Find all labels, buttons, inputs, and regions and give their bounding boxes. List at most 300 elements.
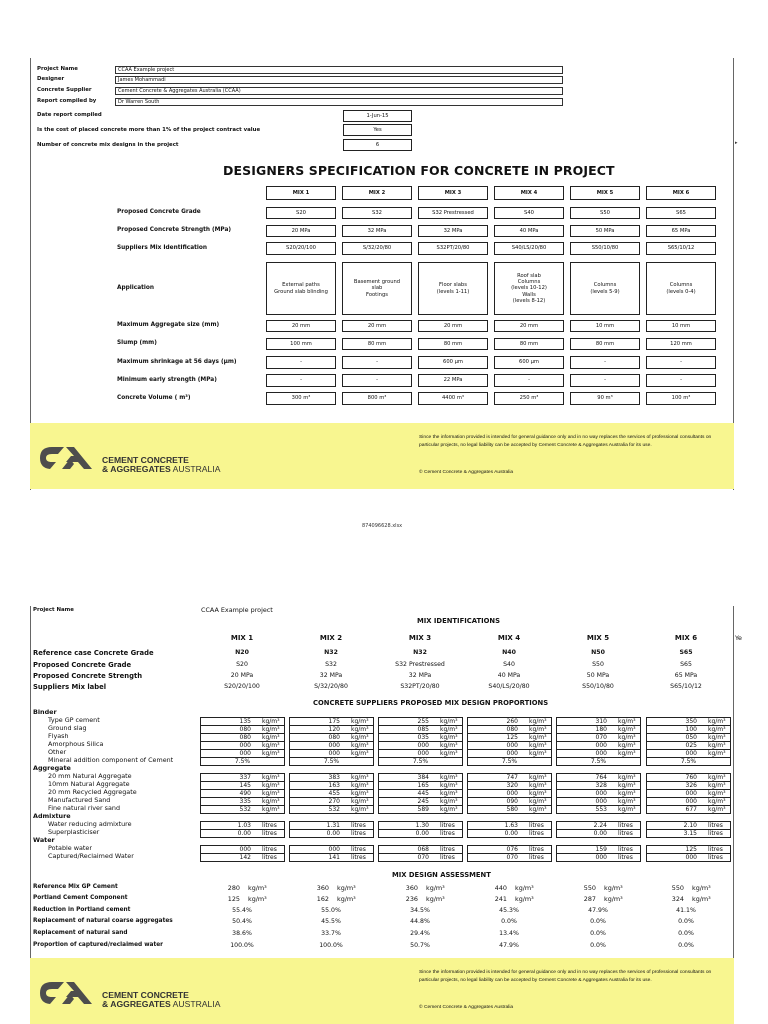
proportion-value: 455 — [328, 790, 340, 797]
proportion-value: 337 — [239, 774, 251, 781]
spec-cell[interactable]: 90 m³ — [570, 392, 640, 405]
proportion-cell[interactable] — [646, 853, 731, 862]
proportion-value: 080 — [239, 726, 251, 733]
proportion-unit: litres — [708, 854, 723, 861]
spec-cell[interactable]: - — [646, 374, 716, 387]
proportion-unit: kg/m³ — [618, 806, 636, 813]
spec-cell[interactable]: S20/20/100 — [266, 242, 336, 255]
cost-answer-field[interactable]: Yes — [343, 124, 412, 136]
spec-cell[interactable]: 20 mm — [266, 320, 336, 332]
copyright: © Cement Concrete & Aggregates Australia — [419, 1005, 514, 1010]
assessment-row-label: Replacement of natural sand — [33, 930, 128, 936]
proportion-cell[interactable] — [467, 805, 552, 814]
assessment-unit: kg/m³ — [692, 895, 711, 903]
proportion-unit: litres — [440, 846, 455, 853]
spec-cell[interactable]: 40 MPa — [494, 225, 564, 237]
assessment-unit: kg/m³ — [515, 895, 534, 903]
proportion-value: 0.00 — [415, 830, 429, 837]
spec-cell[interactable]: S20 — [266, 207, 336, 219]
proportion-unit: litres — [262, 830, 277, 837]
assessment-value: 236 — [405, 895, 418, 903]
mix-id-cell: S65 — [679, 649, 693, 656]
spec-cell[interactable]: 120 mm — [646, 338, 716, 350]
proportion-cell[interactable] — [467, 829, 552, 838]
proportion-value: 589 — [417, 806, 429, 813]
spec-cell[interactable]: S40/LS/20/80 — [494, 242, 564, 255]
spec-cell[interactable]: 80 mm — [494, 338, 564, 350]
proportion-unit: kg/m³ — [351, 742, 369, 749]
proportion-unit: kg/m³ — [529, 750, 547, 757]
assessment-value: 550 — [671, 884, 684, 892]
component-label: Ground slag — [48, 724, 87, 732]
proportion-value: 165 — [417, 782, 429, 789]
assessment-value: 0.0% — [678, 942, 694, 949]
spec-cell[interactable]: S32 — [342, 207, 412, 219]
mix-id-row-label: Reference case Concrete Grade — [33, 649, 154, 657]
mix-header: MIX 1 — [266, 186, 336, 200]
mix-header: MIX 3 — [418, 186, 488, 200]
mix-id-cell: 32 MPa — [408, 672, 432, 679]
mix-count-field[interactable]: 6 — [343, 139, 412, 151]
proportion-unit: kg/m³ — [529, 798, 547, 805]
proportion-cell[interactable] — [646, 829, 731, 838]
group-label: Water — [33, 836, 55, 844]
proportion-cell[interactable] — [200, 853, 285, 862]
proportion-unit: kg/m³ — [262, 806, 280, 813]
assessment-value: 47.9% — [588, 907, 608, 914]
proportion-unit: litres — [262, 854, 277, 861]
ccaa-logo-icon — [40, 445, 92, 471]
proportion-value: 000 — [685, 790, 697, 797]
mix-id-cell: N40 — [502, 649, 516, 656]
proportion-unit: kg/m³ — [440, 798, 458, 805]
proportion-unit: kg/m³ — [708, 798, 726, 805]
project-value: CCAA Example project — [201, 606, 273, 614]
spec-cell[interactable]: 4400 m³ — [418, 392, 488, 405]
proportion-value: 3.15 — [683, 830, 697, 837]
cost-question-label: Is the cost of placed concrete more than 1% of the project contract value — [37, 127, 261, 133]
proportion-value: 532 — [239, 806, 251, 813]
spec-cell[interactable]: 80 mm — [570, 338, 640, 350]
spec-cell[interactable]: S50 — [570, 207, 640, 219]
assessment-unit: kg/m³ — [426, 884, 445, 892]
spec-row-label: Maximum Aggregate size (mm) — [117, 322, 220, 328]
mix-header: MIX 2 — [319, 634, 343, 642]
proportion-value: 100 — [685, 726, 697, 733]
assessment-unit: kg/m³ — [604, 895, 623, 903]
mix-identifications-title: MIX IDENTIFICATIONS — [417, 617, 500, 625]
component-label: 20 mm Recycled Aggregate — [48, 788, 137, 796]
component-label: Manufactured Sand — [48, 796, 111, 804]
proportion-value: 760 — [685, 774, 697, 781]
proportion-value: 000 — [239, 742, 251, 749]
proportion-value: 350 — [685, 718, 697, 725]
assessment-value: 50.4% — [232, 918, 252, 925]
proportion-unit: kg/m³ — [351, 790, 369, 797]
proportion-cell[interactable] — [289, 853, 374, 862]
spec-cell[interactable]: - — [266, 374, 336, 387]
proportion-cell[interactable] — [289, 805, 374, 814]
spec-cell[interactable]: 50 MPa — [570, 225, 640, 237]
assessment-row-label: Proportion of captured/reclaimed water — [33, 942, 164, 948]
assessment-row-label: Reduction in Portland cement — [33, 907, 131, 913]
proportion-cell[interactable] — [556, 829, 641, 838]
date-field[interactable]: 1-Jun-15 — [343, 110, 412, 122]
header-label: Concrete Supplier — [37, 87, 92, 93]
spec-cell[interactable]: S32 Prestressed — [418, 207, 488, 219]
proportion-cell[interactable] — [646, 805, 731, 814]
proportion-value: 080 — [506, 726, 518, 733]
mix-id-cell: S50 — [592, 661, 604, 668]
assessment-value: 55.0% — [321, 907, 341, 914]
proportion-unit: kg/m³ — [440, 734, 458, 741]
proportion-value: 070 — [417, 854, 429, 861]
proportion-unit: kg/m³ — [440, 750, 458, 757]
logo-line-2b: AUSTRALIA — [170, 464, 221, 474]
proportion-value: 120 — [328, 726, 340, 733]
spec-cell[interactable]: - — [570, 374, 640, 387]
spec-cell[interactable]: 20 MPa — [266, 225, 336, 237]
proportion-value: 1.63 — [504, 822, 518, 829]
proportion-unit: kg/m³ — [529, 806, 547, 813]
proportion-value: 0.00 — [326, 830, 340, 837]
mix-id-cell: 50 MPa — [586, 672, 610, 679]
proportion-value: 328 — [595, 782, 607, 789]
spec-cell[interactable]: Floor slabs (levels 1-11) — [418, 262, 488, 315]
spec-cell[interactable]: - — [342, 374, 412, 387]
proportion-unit: kg/m³ — [351, 774, 369, 781]
proportion-unit: kg/m³ — [262, 726, 280, 733]
assessment-value: 100.0% — [319, 942, 343, 949]
proportion-unit: kg/m³ — [529, 718, 547, 725]
proportion-unit: litres — [618, 846, 633, 853]
spec-cell[interactable]: - — [342, 356, 412, 369]
spec-cell[interactable]: 20 mm — [494, 320, 564, 332]
proportion-cell[interactable] — [467, 757, 552, 766]
proportion-unit: kg/m³ — [618, 774, 636, 781]
assessment-unit: kg/m³ — [426, 895, 445, 903]
mix-id-cell: S20 — [236, 661, 248, 668]
date-label: Date report compiled — [37, 112, 102, 118]
proportion-unit: kg/m³ — [708, 734, 726, 741]
assessment-unit: kg/m³ — [337, 895, 356, 903]
assessment-value: 287 — [583, 895, 596, 903]
proportion-cell[interactable] — [378, 853, 463, 862]
proportion-cell[interactable] — [289, 757, 374, 766]
proportion-value: 7.5% — [234, 758, 251, 765]
assessment-value: 0.0% — [678, 930, 694, 937]
proportion-value: 384 — [417, 774, 429, 781]
mix-id-row-label: Suppliers Mix label — [33, 683, 107, 691]
proportion-unit: kg/m³ — [351, 726, 369, 733]
mix-id-cell: S50/10/80 — [582, 683, 614, 690]
component-label: Water reducing admixture — [48, 820, 132, 828]
proportion-cell[interactable] — [200, 757, 285, 766]
mix-id-cell: N32 — [413, 649, 427, 656]
spec-row-label: Minimum early strength (MPa) — [117, 376, 217, 383]
spec-cell[interactable]: 80 mm — [342, 338, 412, 350]
spec-cell[interactable]: 65 MPa — [646, 225, 716, 237]
assessment-value: 360 — [316, 884, 329, 892]
proportion-unit: kg/m³ — [708, 782, 726, 789]
component-label: Mineral addition component of Cement — [48, 756, 174, 764]
spec-row-label: Slump (mm) — [117, 340, 157, 346]
proportion-unit: litres — [351, 854, 366, 861]
disclaimer: Since the information provided is intended for general guidance only and in no way replaces the services of professional consultants on particular projects, no legal liability can be accepted by Cement Concrete & Aggregates Australia for its use. — [419, 970, 712, 983]
proportion-cell[interactable] — [289, 829, 374, 838]
spec-cell[interactable]: - — [494, 374, 564, 387]
proportion-unit: kg/m³ — [618, 742, 636, 749]
proportion-value: 764 — [595, 774, 607, 781]
proportion-unit: kg/m³ — [708, 726, 726, 733]
proportion-unit: kg/m³ — [618, 734, 636, 741]
spec-cell[interactable]: S50/10/80 — [570, 242, 640, 255]
proportion-value: 326 — [685, 782, 697, 789]
assessment-value: 0.0% — [590, 918, 606, 925]
proportion-unit: kg/m³ — [262, 798, 280, 805]
proportion-value: 245 — [417, 798, 429, 805]
spec-cell[interactable]: - — [646, 356, 716, 369]
spec-row-label: Proposed Concrete Grade — [117, 209, 201, 215]
proportion-value: 076 — [506, 846, 518, 853]
proportion-unit: kg/m³ — [262, 782, 280, 789]
proportion-unit: kg/m³ — [440, 782, 458, 789]
assessment-value: 360 — [405, 884, 418, 892]
proportion-cell[interactable] — [556, 853, 641, 862]
proportion-cell[interactable] — [200, 805, 285, 814]
proportion-value: 445 — [417, 790, 429, 797]
proportion-value: 000 — [506, 790, 518, 797]
proportion-value: 000 — [595, 790, 607, 797]
spec-cell[interactable]: S32PT/20/80 — [418, 242, 488, 255]
proportion-value: 677 — [685, 806, 697, 813]
assessment-value: 29.4% — [410, 930, 430, 937]
logo-line-1: CEMENT CONCRETE — [102, 990, 189, 1000]
header-value-field[interactable]: Cement Concrete & Aggregates Australia (CCAA) — [115, 87, 563, 95]
proportion-value: 0.00 — [593, 830, 607, 837]
spec-cell[interactable]: Basement ground slab Footings — [342, 262, 412, 315]
assessment-value: 550 — [583, 884, 596, 892]
assessment-value: 33.7% — [321, 930, 341, 937]
proportion-value: 7.5% — [323, 758, 340, 765]
proportion-cell[interactable] — [378, 805, 463, 814]
spec-cell[interactable]: 300 m³ — [266, 392, 336, 405]
ccaa-logo-icon — [40, 980, 92, 1006]
spec-cell[interactable]: - — [266, 356, 336, 369]
spec-cell[interactable]: 32 MPa — [418, 225, 488, 237]
proportion-value: 135 — [239, 718, 251, 725]
spec-cell[interactable]: 32 MPa — [342, 225, 412, 237]
header-label: Project Name — [37, 66, 78, 72]
spec-cell[interactable]: 600 μm — [494, 356, 564, 369]
spec-cell[interactable]: 100 m³ — [646, 392, 716, 405]
edge-text: Ye — [735, 634, 742, 642]
proportion-unit: litres — [351, 846, 366, 853]
proportion-unit: kg/m³ — [618, 798, 636, 805]
assessment-unit: kg/m³ — [337, 884, 356, 892]
proportion-cell[interactable] — [378, 757, 463, 766]
proportion-value: 085 — [417, 726, 429, 733]
spec-cell[interactable]: Columns (levels 5-9) — [570, 262, 640, 315]
spec-cell[interactable]: Roof slab Columns (levels 10-12) Walls (levels 8-12) — [494, 262, 564, 315]
proportion-unit: litres — [529, 822, 544, 829]
proportion-value: 159 — [595, 846, 607, 853]
proportion-unit: kg/m³ — [529, 734, 547, 741]
assessment-value: 44.8% — [410, 918, 430, 925]
assessment-title: MIX DESIGN ASSESSMENT — [392, 871, 491, 879]
spec-cell[interactable]: 100 mm — [266, 338, 336, 350]
spec-cell[interactable]: 20 mm — [418, 320, 488, 332]
component-label: Superplasticiser — [48, 828, 100, 836]
proportion-value: 553 — [595, 806, 607, 813]
spec-cell[interactable]: 250 m³ — [494, 392, 564, 405]
proportion-unit: litres — [618, 822, 633, 829]
proportion-unit: kg/m³ — [440, 742, 458, 749]
assessment-row-label: Reference Mix GP Cement — [33, 884, 118, 890]
header-value-field[interactable]: CCAA Example project — [115, 66, 563, 74]
proportion-unit: kg/m³ — [440, 726, 458, 733]
spec-row-label: Proposed Concrete Strength (MPa) — [117, 227, 232, 233]
assessment-value: 45.5% — [321, 918, 341, 925]
assessment-value: 41.1% — [676, 907, 696, 914]
proportion-unit: kg/m³ — [618, 782, 636, 789]
assessment-value: 0.0% — [678, 918, 694, 925]
proportion-value: 7.5% — [680, 758, 697, 765]
proportion-value: 000 — [328, 742, 340, 749]
proportion-value: 2.10 — [683, 822, 697, 829]
proportion-cell[interactable] — [200, 829, 285, 838]
spec-cell[interactable]: 80 mm — [418, 338, 488, 350]
proportion-value: 270 — [328, 798, 340, 805]
spec-cell[interactable]: S40 — [494, 207, 564, 219]
proportion-unit: kg/m³ — [708, 790, 726, 797]
proportion-unit: kg/m³ — [440, 718, 458, 725]
proportion-value: 070 — [595, 734, 607, 741]
spec-cell[interactable]: 10 mm — [570, 320, 640, 332]
proportion-unit: kg/m³ — [351, 750, 369, 757]
spec-row-label: Maximum shrinkage at 56 days (μm) — [117, 358, 237, 365]
proportion-value: 000 — [239, 750, 251, 757]
component-label: Other — [48, 748, 67, 756]
spec-cell[interactable]: S/32/20/80 — [342, 242, 412, 255]
spec-cell[interactable]: 10 mm — [646, 320, 716, 332]
proportion-unit: kg/m³ — [529, 774, 547, 781]
copyright: © Cement Concrete & Aggregates Australia — [419, 470, 514, 475]
assessment-value: 0.0% — [590, 930, 606, 937]
proportion-unit: litres — [618, 854, 633, 861]
proportion-cell[interactable] — [556, 757, 641, 766]
header-label: Report compiled by — [37, 98, 97, 104]
assessment-value: 100.0% — [230, 942, 254, 949]
proportion-value: 090 — [506, 798, 518, 805]
spec-cell[interactable]: S65/10/12 — [646, 242, 716, 255]
assessment-unit: kg/m³ — [515, 884, 534, 892]
assessment-value: 280 — [227, 884, 240, 892]
proportion-cell[interactable] — [378, 829, 463, 838]
proportion-value: 000 — [239, 846, 251, 853]
mix-id-cell: S40/LS/20/80 — [488, 683, 530, 690]
proportion-value: 255 — [417, 718, 429, 725]
proportion-cell[interactable] — [646, 757, 731, 766]
logo-line-2a: & AGGREGATES — [102, 999, 171, 1009]
spec-row-label: Application — [117, 284, 154, 291]
proportion-unit: kg/m³ — [529, 742, 547, 749]
proportion-value: 7.5% — [412, 758, 429, 765]
proportion-unit: kg/m³ — [262, 734, 280, 741]
assessment-value: 13.4% — [499, 930, 519, 937]
disclaimer: Since the information provided is intended for general guidance only and in no way replaces the services of professional consultants on particular projects, no legal liability can be accepted by Cement Concrete & Aggregates Australia for its use. — [419, 435, 712, 448]
spec-row-label: Suppliers Mix Identification — [117, 244, 207, 251]
proportion-value: 068 — [417, 846, 429, 853]
file-name: 874096628.xlsx — [362, 523, 403, 529]
header-value-field[interactable]: Dr Warren South — [115, 98, 563, 106]
proportion-value: 000 — [417, 742, 429, 749]
mix-header: MIX 1 — [230, 634, 254, 642]
spec-cell[interactable]: Columns (levels 0-4) — [646, 262, 716, 315]
proportion-value: 000 — [685, 854, 697, 861]
mix-header: MIX 6 — [674, 634, 698, 642]
proportion-value: 000 — [685, 798, 697, 805]
spec-cell[interactable]: External paths Ground slab blinding — [266, 262, 336, 315]
proportion-unit: kg/m³ — [618, 790, 636, 797]
proportion-value: 310 — [595, 718, 607, 725]
proportion-unit: litres — [351, 830, 366, 837]
header-value-field[interactable]: James Mohammadi — [115, 76, 563, 84]
mix-id-cell: S32PT/20/80 — [400, 683, 440, 690]
proportion-value: 000 — [595, 854, 607, 861]
assessment-unit: kg/m³ — [604, 884, 623, 892]
proportion-unit: kg/m³ — [529, 790, 547, 797]
proportion-value: 000 — [595, 742, 607, 749]
proportion-cell[interactable] — [556, 805, 641, 814]
spec-cell[interactable]: S65 — [646, 207, 716, 219]
proportion-unit: litres — [618, 830, 633, 837]
proportion-value: 383 — [328, 774, 340, 781]
component-label: Amorphous Silica — [48, 740, 104, 748]
spec-row-label: Concrete Volume ( m³) — [117, 394, 191, 401]
assessment-value: 55.4% — [232, 907, 252, 914]
proportion-cell[interactable] — [467, 853, 552, 862]
component-label: 10mm Natural Aggregate — [48, 780, 130, 788]
mix-id-cell: 40 MPa — [497, 672, 521, 679]
spec-cell[interactable]: - — [570, 356, 640, 369]
proportion-value: 1.30 — [415, 822, 429, 829]
logo-line-2 — [102, 465, 220, 474]
proportion-value: 000 — [328, 750, 340, 757]
proportion-value: 175 — [328, 718, 340, 725]
edge-mark: ▸ — [735, 140, 738, 146]
proportion-value: 1.31 — [326, 822, 340, 829]
mix-id-cell: N50 — [591, 649, 605, 656]
proportion-value: 2.24 — [593, 822, 607, 829]
spec-cell[interactable]: 800 m³ — [342, 392, 412, 405]
proportion-unit: kg/m³ — [262, 790, 280, 797]
spec-cell[interactable]: 600 μm — [418, 356, 488, 369]
proportion-value: 7.5% — [590, 758, 607, 765]
logo-line-2b: AUSTRALIA — [170, 999, 221, 1009]
proportion-unit: kg/m³ — [708, 750, 726, 757]
proportion-unit: kg/m³ — [262, 718, 280, 725]
assessment-value: 324 — [671, 895, 684, 903]
proportion-unit: kg/m³ — [529, 782, 547, 789]
proportion-unit: litres — [529, 854, 544, 861]
spec-cell[interactable]: 20 mm — [342, 320, 412, 332]
proportion-value: 000 — [506, 750, 518, 757]
proportion-unit: kg/m³ — [262, 750, 280, 757]
assessment-value: 241 — [494, 895, 507, 903]
mix-id-cell: S/32/20/80 — [314, 683, 348, 690]
spec-cell[interactable]: 22 MPa — [418, 374, 488, 387]
